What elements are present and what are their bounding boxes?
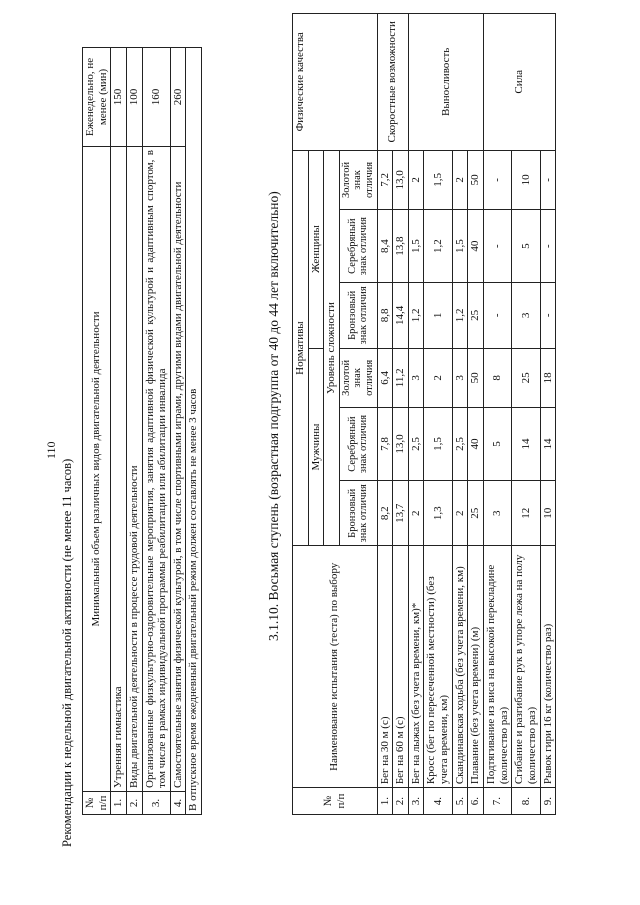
women-bronze: - bbox=[540, 283, 556, 349]
row-num: 2. bbox=[393, 788, 409, 815]
women-bronze: 1 bbox=[424, 283, 452, 349]
table-row bbox=[142, 48, 170, 815]
row-num: 9. bbox=[540, 788, 556, 815]
header-women-silver: Серебряный знак отличия bbox=[339, 210, 377, 283]
women-silver: 5 bbox=[512, 210, 540, 283]
men-silver: 40 bbox=[468, 408, 484, 481]
header-row-1 bbox=[293, 14, 309, 815]
header-men: Мужчины bbox=[308, 348, 324, 546]
row-num: 7. bbox=[484, 788, 512, 815]
men-gold: 6,4 bbox=[377, 348, 393, 408]
header-normatives: Нормативы bbox=[293, 150, 309, 546]
women-bronze: - bbox=[484, 283, 512, 349]
women-silver: 1,5 bbox=[408, 210, 424, 283]
table-row bbox=[408, 14, 424, 815]
men-gold: 2 bbox=[424, 348, 452, 408]
row-test-name: Кросс (бег по пересеченной местности) (без учета времени, км) bbox=[424, 546, 452, 788]
men-bronze: 2 bbox=[452, 480, 468, 546]
women-silver: 40 bbox=[468, 210, 484, 283]
women-silver: 1,2 bbox=[424, 210, 452, 283]
men-bronze: 12 bbox=[512, 480, 540, 546]
men-gold: 8 bbox=[484, 348, 512, 408]
table-row bbox=[111, 48, 127, 815]
row-name: Виды двигательной деятельности в процессе трудовой деятельности bbox=[126, 147, 142, 792]
weekly-activity-table bbox=[82, 47, 202, 815]
header-women: Женщины bbox=[308, 150, 324, 348]
women-silver: - bbox=[540, 210, 556, 283]
header-test-name: Наименование испытания (теста) по выбору bbox=[293, 546, 378, 788]
men-silver: 14 bbox=[540, 408, 556, 481]
row-num: 3. bbox=[408, 788, 424, 815]
women-silver: 13,8 bbox=[393, 210, 409, 283]
row-name: Организованные физкультурно-оздоровительные мероприятия, занятия адаптивной физической культурой и адаптивным спортом, в том числе в рамках индивидуальной программы реабилитации или абилитации инвалида bbox=[142, 147, 170, 792]
row-num: 6. bbox=[468, 788, 484, 815]
header-weekly-minutes: Еженедельно, не менее (мин) bbox=[83, 48, 111, 147]
women-gold: 13,0 bbox=[393, 150, 409, 210]
row-test-name: Бег на 60 м (с) bbox=[393, 546, 409, 788]
men-gold: 18 bbox=[540, 348, 556, 408]
header-physical-qualities: Физические качества bbox=[293, 14, 378, 151]
women-gold: 2 bbox=[408, 150, 424, 210]
header-activity-name: Минимальный объем различных видов двигательной деятельности bbox=[83, 147, 111, 792]
vacation-note: В отпускное время ежедневный двигательный режим должен составлять не менее 3 часов bbox=[186, 48, 202, 815]
women-bronze: 14,4 bbox=[393, 283, 409, 349]
row-num: 3. bbox=[142, 792, 170, 815]
men-silver: 2,5 bbox=[408, 408, 424, 481]
page-number: 110 bbox=[44, 441, 58, 459]
women-gold: - bbox=[540, 150, 556, 210]
men-bronze: 8,2 bbox=[377, 480, 393, 546]
row-test-name: Бег на лыжах (без учета времени, км)* bbox=[408, 546, 424, 788]
men-gold: 50 bbox=[468, 348, 484, 408]
men-bronze: 10 bbox=[540, 480, 556, 546]
women-bronze: 1,2 bbox=[452, 283, 468, 349]
row-test-name: Бег на 30 м (с) bbox=[377, 546, 393, 788]
row-value: 260 bbox=[170, 48, 186, 147]
table-row bbox=[170, 48, 186, 815]
women-bronze: 8,8 bbox=[377, 283, 393, 349]
women-gold: 1,5 bbox=[424, 150, 452, 210]
women-bronze: 1,2 bbox=[408, 283, 424, 349]
women-gold: - bbox=[484, 150, 512, 210]
men-gold: 11,2 bbox=[393, 348, 409, 408]
table-row bbox=[377, 14, 393, 815]
table-row bbox=[126, 48, 142, 815]
header-women-gold: Золотой знак отличия bbox=[339, 150, 377, 210]
table-footer-row bbox=[186, 48, 202, 815]
women-silver: 1,5 bbox=[452, 210, 468, 283]
row-test-name: Сгибание и разгибание рук в упоре лежа на полу (количество раз) bbox=[512, 546, 540, 788]
men-bronze: 13,7 bbox=[393, 480, 409, 546]
women-gold: 50 bbox=[468, 150, 484, 210]
row-num: 5. bbox=[452, 788, 468, 815]
women-gold: 7,2 bbox=[377, 150, 393, 210]
quality-endurance: Выносливость bbox=[408, 14, 483, 151]
women-gold: 10 bbox=[512, 150, 540, 210]
row-test-name: Скандинавская ходьба (без учета времени, км) bbox=[452, 546, 468, 788]
row-num: 2. bbox=[126, 792, 142, 815]
header-men-bronze: Бронзовый знак отличия bbox=[339, 480, 377, 546]
men-silver: 7,8 bbox=[377, 408, 393, 481]
women-bronze: 3 bbox=[512, 283, 540, 349]
header-men-gold: Золотой знак отличия bbox=[339, 348, 377, 408]
table-header-row bbox=[83, 48, 111, 815]
women-silver: 8,4 bbox=[377, 210, 393, 283]
header-men-silver: Серебряный знак отличия bbox=[339, 408, 377, 481]
header-women-bronze: Бронзовый знак отличия bbox=[339, 283, 377, 349]
men-bronze: 25 bbox=[468, 480, 484, 546]
row-num: 8. bbox=[512, 788, 540, 815]
row-num: 1. bbox=[111, 792, 127, 815]
men-gold: 3 bbox=[452, 348, 468, 408]
men-silver: 2,5 bbox=[452, 408, 468, 481]
women-bronze: 25 bbox=[468, 283, 484, 349]
quality-speed: Скоростные возможности bbox=[377, 14, 408, 151]
row-test-name: Подтягивание из виса на высокой перекладине (количество раз) bbox=[484, 546, 512, 788]
men-bronze: 1,3 bbox=[424, 480, 452, 546]
row-num: 4. bbox=[424, 788, 452, 815]
section-title: 3.1.10. Восьмая ступень (возрастная подгруппа от 40 до 44 лет включительно) bbox=[266, 191, 281, 641]
men-gold: 3 bbox=[408, 348, 424, 408]
men-gold: 25 bbox=[512, 348, 540, 408]
header-num: № п/п bbox=[83, 792, 111, 815]
row-test-name: Плавание (без учета времени) (м) bbox=[468, 546, 484, 788]
row-value: 160 bbox=[142, 48, 170, 147]
row-num: 1. bbox=[377, 788, 393, 815]
women-gold: 2 bbox=[452, 150, 468, 210]
header-num: № п/п bbox=[293, 788, 378, 815]
men-silver: 14 bbox=[512, 408, 540, 481]
men-bronze: 2 bbox=[408, 480, 424, 546]
row-value: 100 bbox=[126, 48, 142, 147]
men-silver: 13,0 bbox=[393, 408, 409, 481]
men-bronze: 3 bbox=[484, 480, 512, 546]
row-num: 4. bbox=[170, 792, 186, 815]
norms-table bbox=[292, 13, 556, 815]
row-value: 150 bbox=[111, 48, 127, 147]
header-difficulty-level: Уровень сложности bbox=[324, 150, 340, 546]
table-row bbox=[484, 14, 512, 815]
row-name: Самостоятельные занятия физической культурой, в том числе спортивными играми, другими видами двигательной деятельности bbox=[170, 147, 186, 792]
women-silver: - bbox=[484, 210, 512, 283]
row-name: Утренняя гимнастика bbox=[111, 147, 127, 792]
men-silver: 5 bbox=[484, 408, 512, 481]
weekly-activity-title: Рекомендации к недельной двигательной активности (не менее 11 часов) bbox=[60, 458, 74, 847]
quality-strength: Сила bbox=[484, 14, 556, 151]
men-silver: 1,5 bbox=[424, 408, 452, 481]
row-test-name: Рывок гири 16 кг (количество раз) bbox=[540, 546, 556, 788]
